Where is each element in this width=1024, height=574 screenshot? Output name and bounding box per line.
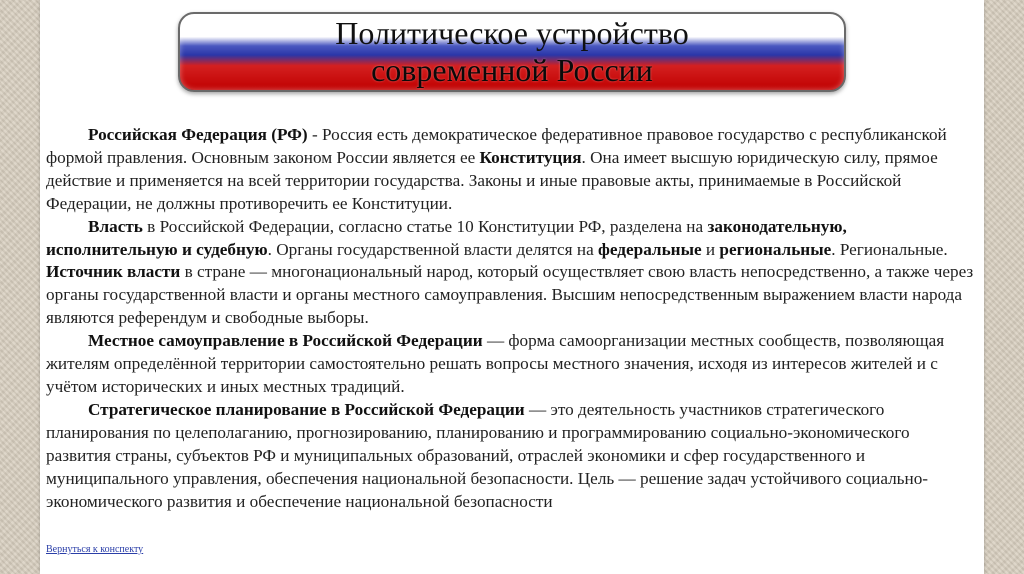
back-to-summary-link[interactable]: Вернуться к конспекту	[46, 544, 144, 555]
paragraph-text: . Региональные.	[831, 239, 948, 259]
paragraph-local-government	[46, 330, 976, 399]
term-regional: региональные	[719, 239, 832, 259]
paragraph-russian-federation	[46, 124, 976, 216]
content-body	[46, 124, 976, 513]
term-source-of-power: Источник власти	[46, 262, 181, 282]
paragraph-text: - Россия есть демократическое федеративное правовое государство с республиканской формой правления. Основным законом России является ее	[46, 125, 947, 167]
term-federal: федеральные	[598, 239, 702, 259]
page-title-line-2: современной России	[371, 52, 653, 88]
slide-page	[40, 0, 984, 574]
paragraph-text: . Она имеет высшую юридическую силу, прямое действие и применяется на всей территории государства. Законы и иные правовые акты, принимаемые в Российской Федерации, не должны противоречить ее Конституции.	[46, 147, 938, 213]
term-strategic-planning: Стратегическое планирование в Российской Федерации	[88, 399, 525, 419]
paragraph-text: . Органы государственной власти делятся на	[267, 239, 599, 259]
paragraph-power	[46, 216, 976, 331]
paragraph-text: — это деятельность участников стратегического планирования по целеполаганию, прогнозированию, планированию и программированию социально-экономического развития страны, субъектов РФ и муниципальных образований, отраслей экономики и сфер государственного и муниципального управления, обеспечения национальной безопасности. Цель — решение задач устойчивого социально-экономического развития и обеспечение национальной безопасности	[46, 399, 929, 511]
page-title-line-1: Политическое устройство	[335, 15, 689, 51]
term-local-government: Местное самоуправление в Российской Федерации	[88, 331, 483, 351]
paragraph-strategic-planning	[46, 399, 976, 514]
term-constitution: Конституция	[479, 147, 582, 167]
term-branches: законодательную, исполнительную и судебную	[46, 216, 847, 259]
term-power: Власть	[88, 216, 143, 236]
paragraph-text: — форма самоорганизации местных сообществ, позволяющая жителям определённой территории самостоятельно решать вопросы местного значения, исходя из интересов жителей и с учётом исторических и иных местных традиций.	[46, 331, 945, 396]
paragraph-text: и	[701, 239, 720, 259]
paragraph-text: в стране — многонациональный народ, который осуществляет свою власть непосредственно, а также через органы государственной власти и органы местного самоуправления. Высшим непосредственным выражением власти народа являются референдум и свободные выборы.	[46, 262, 974, 328]
title-banner	[178, 12, 846, 92]
paragraph-text: в Российской Федерации, согласно статье 10 Конституции РФ, разделена на	[142, 216, 708, 236]
term-russian-federation: Российская Федерация (РФ)	[88, 125, 308, 144]
